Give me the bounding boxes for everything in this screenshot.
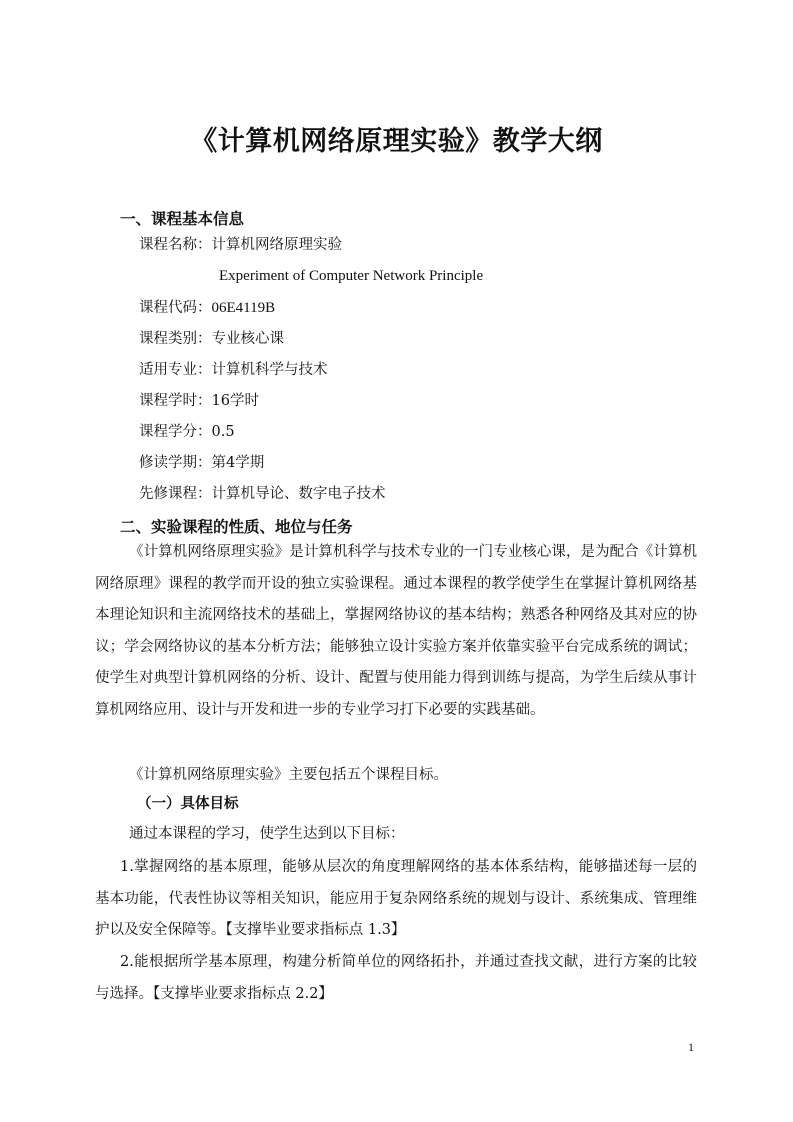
subsection-heading-goals: （一）具体目标: [137, 796, 239, 812]
nature-paragraph-text: 《计算机网络原理实验》是计算机科学与技术专业的一门专业核心课，是为配合《计算机网络原理》课程的教学而开设的独立实验课程。通过本课程的教学使学生在掌握计算机网络基本理论知识和主流网络技术的基础上，掌握网络协议的基本结构；熟悉各种网络及其对应的协议；学会网络协议的基本分析方法；能够独立设计实验方案并依靠实验平台完成系统的调试；使学生对典型计算机网络的分析、设计、配置与使用能力得到训练与提高，为学生后续从事计算机网络应用、设计与开发和进一步的专业学习打下必要的实践基础。: [95, 544, 697, 718]
info-label: 课程学分：: [139, 424, 212, 440]
goal-item-2-text: 2.能根据所学基本原理，构建分析简单位的网络拓扑，并通过查找文献，进行方案的比较与选择。【支撑毕业要求指标点 2.2】: [95, 954, 697, 1002]
info-value: 计算机科学与技术: [211, 362, 328, 378]
info-course-type: [139, 328, 284, 350]
info-course-name: [139, 234, 342, 256]
info-major: [139, 359, 328, 381]
goal-item-1: [95, 852, 697, 947]
goal-item-1-text: 1.掌握网络的基本原理，能够从层次的角度理解网络的基本体系结构，能够描述每一层的基本功能，代表性协议等相关知识，能应用于复杂网络系统的规划与设计、系统集成、管理维护以及安全保障等。【支撑毕业要求指标点 1.3】: [95, 859, 697, 938]
info-label: 课程代码：: [139, 300, 212, 316]
info-value: 第4学期: [211, 455, 265, 471]
info-prerequisites: [139, 483, 386, 505]
info-value: 0.5: [211, 424, 235, 440]
goal-item-2: [95, 947, 697, 1010]
section-heading-basic-info: 一、课程基本信息: [120, 210, 245, 228]
info-semester: [139, 452, 264, 474]
info-value: 16学时: [211, 393, 259, 409]
nature-paragraph: [95, 537, 697, 726]
course-name-english: Experiment of Computer Network Principle: [219, 268, 484, 284]
info-credits: [139, 421, 235, 443]
info-label: 适用专业：: [139, 362, 212, 378]
info-label: 课程学时：: [139, 393, 212, 409]
info-label: 修读学期：: [139, 455, 212, 471]
info-label: 课程类别：: [139, 331, 212, 347]
goals-intro: 通过本课程的学习，使学生达到以下目标：: [129, 826, 405, 842]
info-value: 计算机导论、数字电子技术: [211, 486, 386, 502]
info-value: 06E4119B: [211, 300, 276, 316]
info-course-code: [139, 297, 275, 319]
goals-summary: 《计算机网络原理实验》主要包括五个课程目标。: [129, 767, 448, 783]
page-title: 《计算机网络原理实验》教学大纲: [190, 126, 603, 157]
page-number: 1: [688, 1040, 694, 1054]
section-heading-nature: 二、实验课程的性质、地位与任务: [120, 518, 353, 536]
info-value: 专业核心课: [211, 331, 284, 347]
info-label: 课程名称：: [139, 237, 212, 253]
info-label: 先修课程：: [139, 486, 212, 502]
info-value: 计算机网络原理实验: [211, 237, 342, 253]
info-hours: [139, 390, 259, 412]
